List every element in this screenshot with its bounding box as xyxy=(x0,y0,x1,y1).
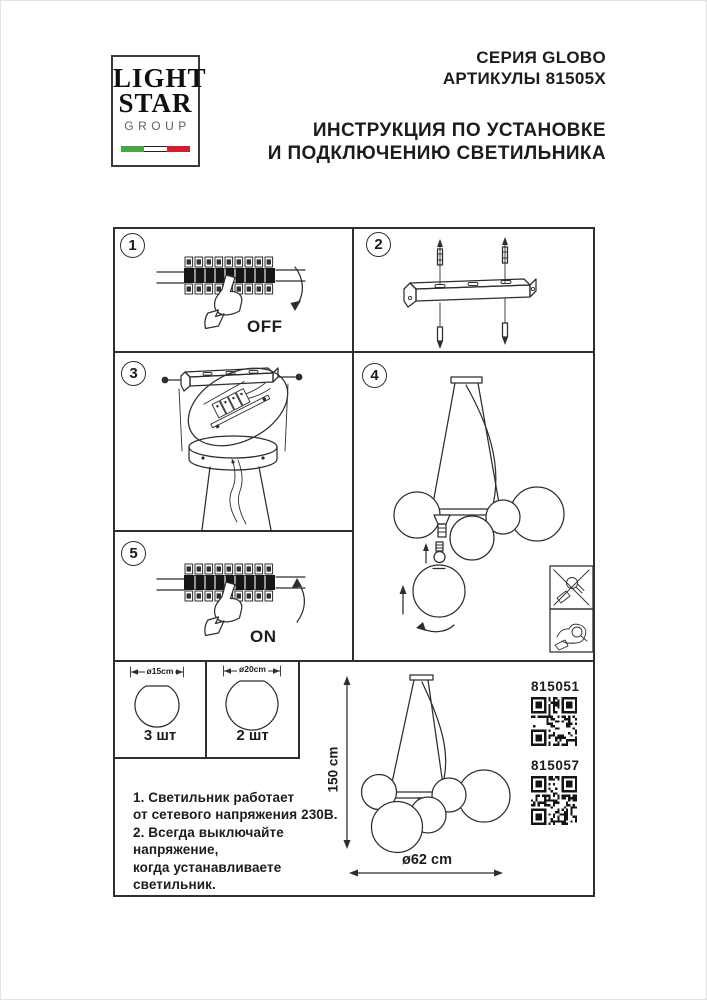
logo-word-light: LIGHT xyxy=(113,63,207,93)
off-label: OFF xyxy=(247,317,283,336)
flag-red-segment xyxy=(167,146,190,152)
canopy-wiring-drawing xyxy=(113,351,354,532)
breaker-on-drawing xyxy=(113,530,354,662)
small-globe-diameter: ø15cm xyxy=(146,666,174,676)
globe-assembly-drawing xyxy=(352,351,595,662)
note-line-1: 1. Светильник работает xyxy=(133,790,295,805)
on-label: ON xyxy=(250,627,277,646)
large-globe-diameter: ø20cm xyxy=(239,664,266,674)
qr-code-815057 xyxy=(531,776,577,825)
small-globe-qty: 3 шт xyxy=(143,727,177,744)
note-line-2: от сетевого напряжения 230В. xyxy=(133,807,338,823)
logo-word-group: GROUP xyxy=(124,119,191,133)
flag-white-segment xyxy=(144,146,167,152)
large-globe-qty: 2 шт xyxy=(236,727,269,744)
step-5-number: 5 xyxy=(121,541,146,566)
height-dimension-label: 150 cm xyxy=(325,746,341,793)
breaker-off-drawing xyxy=(113,227,354,353)
italian-flag-bar xyxy=(121,146,190,152)
instruction-title xyxy=(268,119,606,165)
logo-word-star: STAR xyxy=(118,88,193,118)
articles-title: АРТИКУЛЫ 81505X xyxy=(442,69,606,88)
step-3-number: 3 xyxy=(121,361,146,386)
instruction-title-line2: И ПОДКЛЮЧЕНИЮ СВЕТИЛЬНИКА xyxy=(267,143,606,164)
note-line-3: 2. Всегда выключайте напряжение, xyxy=(133,824,284,858)
step-4-number: 4 xyxy=(362,363,387,388)
article-code-815057: 815057 xyxy=(531,758,580,773)
step-1-number: 1 xyxy=(120,233,145,258)
chandelier-dimensions-drawing xyxy=(240,665,530,895)
bracket-screws-drawing xyxy=(352,227,595,353)
qr-code-815051 xyxy=(531,697,577,746)
document-header xyxy=(268,47,606,165)
brand-logo xyxy=(111,55,207,167)
instruction-title-line1: ИНСТРУКЦИЯ ПО УСТАНОВКЕ xyxy=(312,120,606,141)
series-title: СЕРИЯ GLOBO xyxy=(476,48,606,67)
step-2-number: 2 xyxy=(366,232,391,257)
flag-green-segment xyxy=(121,146,144,152)
note-line-4: когда устанавливаете светильник. xyxy=(133,859,282,893)
diameter-dimension-label: ø62 cm xyxy=(402,852,452,868)
article-code-815051: 815051 xyxy=(531,679,580,694)
